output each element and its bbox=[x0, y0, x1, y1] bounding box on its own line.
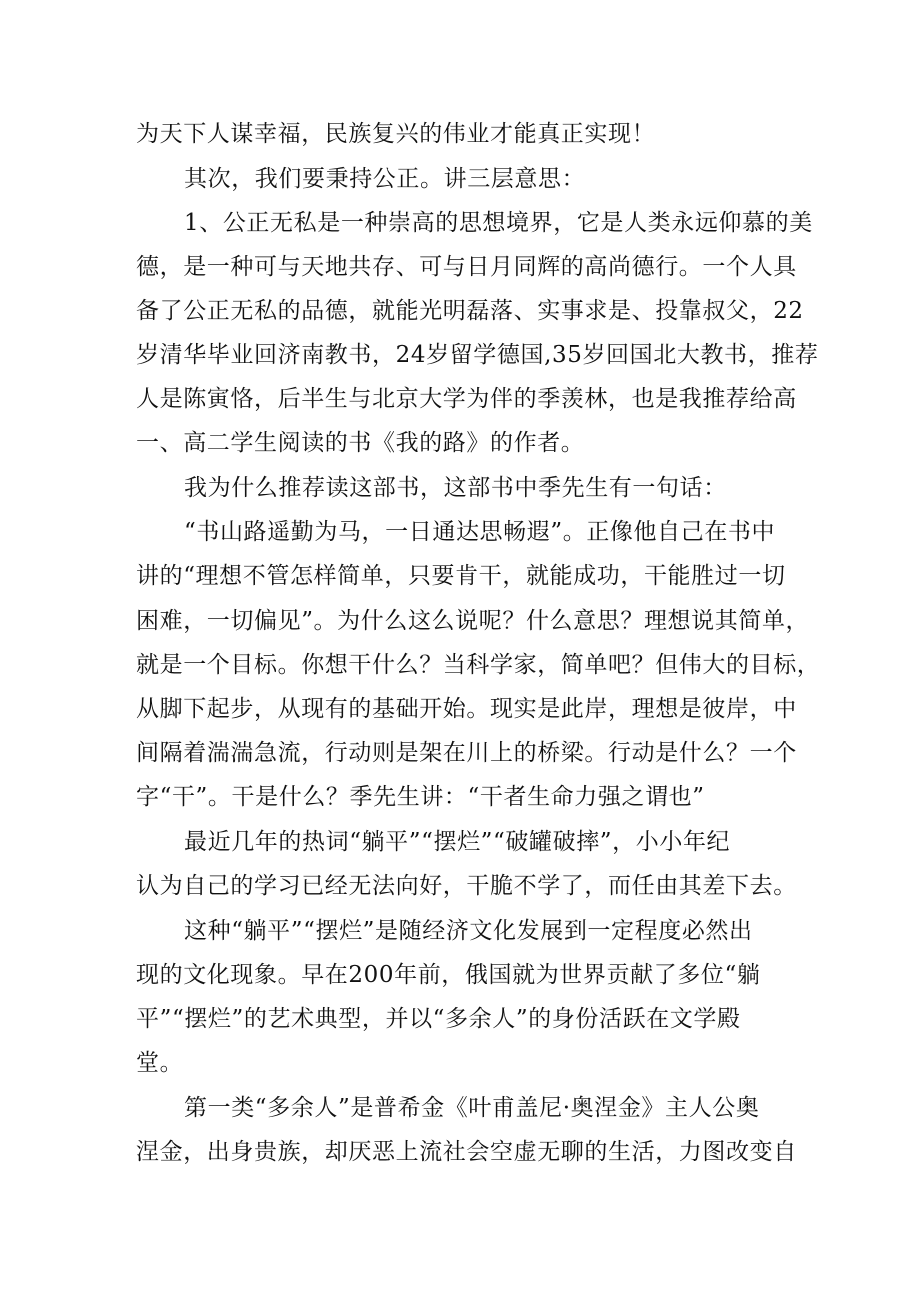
text-line: 这种“躺平”“摆烂”是随经济文化发展到一定程度必然出 bbox=[184, 918, 753, 944]
text-line: 平”“摆烂”的艺术典型，并以“多余人”的身份活跃在文学殿 bbox=[136, 1006, 741, 1032]
text-line: 困难，一切偏见”。为什么这么说呢？什么意思？理想说其简单， bbox=[136, 608, 810, 634]
text-line: 堂。 bbox=[136, 1050, 184, 1076]
text-line: “书山路遥勤为马，一日通达思畅遐”。正像他自己在书中 bbox=[184, 519, 776, 545]
text-line: 间隔着湍湍急流，行动则是架在川上的桥梁。行动是什么？一个 bbox=[136, 740, 797, 766]
text-line: 涅金，出身贵族，却厌恶上流社会空虚无聊的生活，力图改变自 bbox=[136, 1139, 797, 1165]
text-line: 岁清华毕业回济南教书，24岁留学德国,35岁回国北大教书，推荐 bbox=[136, 342, 819, 368]
text-line: 一、高二学生阅读的书《我的路》的作者。 bbox=[136, 430, 585, 456]
text-line: 备了公正无私的品德，就能光明磊落、实事求是、投靠叔父，22 bbox=[136, 298, 804, 324]
text-line: 我为什么推荐读这部书，这部书中季先生有一句话： bbox=[184, 475, 727, 501]
text-line: 第一类“多余人”是普希金《叶甫盖尼·奥涅金》主人公奥 bbox=[184, 1095, 760, 1121]
text-line: 德，是一种可与天地共存、可与日月同辉的高尚德行。一个人具 bbox=[136, 254, 797, 280]
text-line: 其次，我们要秉持公正。讲三层意思： bbox=[184, 166, 586, 192]
text-line: 1、公正无私是一种崇高的思想境界，它是人类永远仰慕的美 bbox=[184, 210, 813, 236]
text-line: 就是一个目标。你想干什么？当科学家，简单吧？但伟大的目标， bbox=[136, 652, 821, 678]
text-line: 现的文化现象。早在200年前，俄国就为世界贡献了多位“躺 bbox=[136, 962, 761, 988]
text-line: 从脚下起步，从现有的基础开始。现实是此岸，理想是彼岸，中 bbox=[136, 696, 797, 722]
text-line: 讲的“理想不管怎样简单，只要肯干，就能成功，干能胜过一切 bbox=[136, 563, 786, 589]
text-line: 字“干”。干是什么？季先生讲：“干者生命力强之谓也” bbox=[136, 784, 705, 810]
text-line: 最近几年的热词“躺平”“摆烂”“破罐破摔”，小小年纪 bbox=[184, 829, 731, 855]
text-line: 为天下人谋幸福，民族复兴的伟业才能真正实现！ bbox=[136, 121, 656, 147]
text-line: 人是陈寅恪，后半生与北京大学为伴的季羡林，也是我推荐给高 bbox=[136, 386, 797, 412]
text-line: 认为自己的学习已经无法向好，干脆不学了，而任由其差下去。 bbox=[136, 873, 797, 899]
